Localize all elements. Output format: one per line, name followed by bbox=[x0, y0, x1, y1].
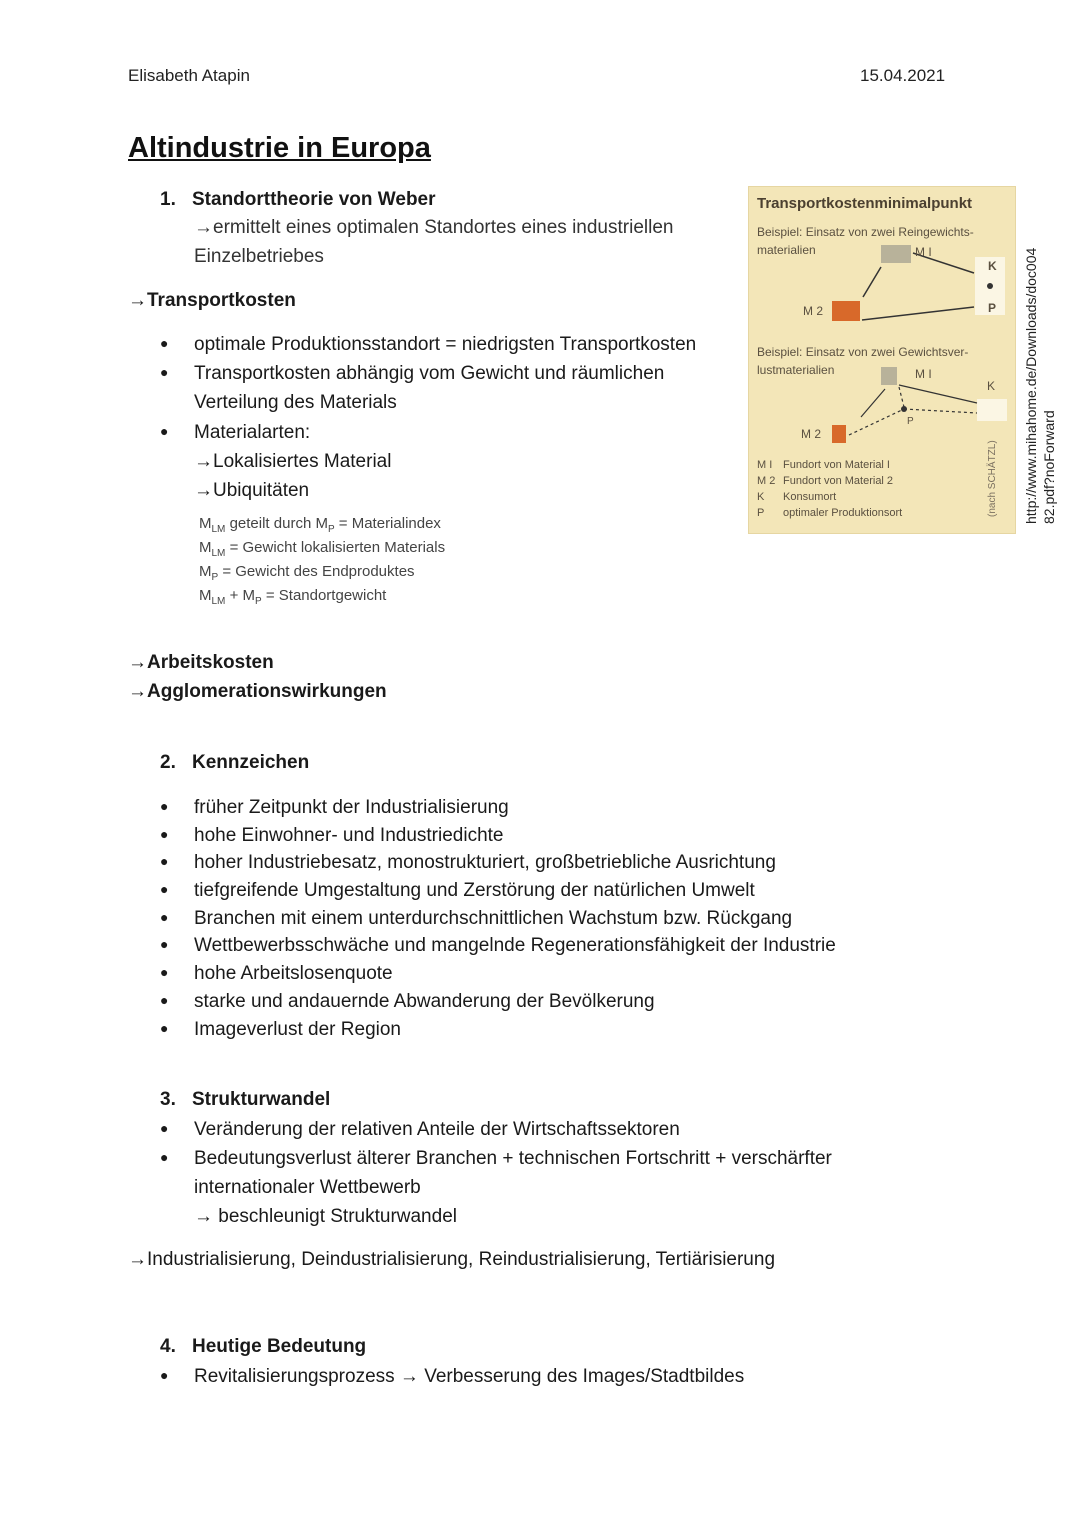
page-title: Altindustrie in Europa bbox=[128, 132, 431, 164]
label-m2: M 2 bbox=[801, 427, 822, 441]
formula-line: $M_{LM}$ = Gewicht lokalisierten Materials bbox=[199, 539, 446, 559]
legend-item: M I Fundort von Material I bbox=[757, 459, 890, 471]
list-item-text: Imageverlust der Region bbox=[194, 1019, 401, 1040]
bullet-icon: ● bbox=[160, 798, 169, 814]
m1-square bbox=[881, 367, 897, 385]
section-2-heading bbox=[160, 752, 309, 774]
source-url-line: http://www.mihahome.de/Downloads/doc004 bbox=[1023, 247, 1039, 524]
source-url-line: 82.pdf?noForward bbox=[1041, 410, 1057, 524]
bullet-icon: ● bbox=[160, 1367, 169, 1383]
list-item bbox=[160, 334, 696, 356]
list-item-text: starke und andauernde Abwanderung der Bevölkerung bbox=[194, 991, 655, 1012]
material-type: →Ubiquitäten bbox=[194, 480, 310, 501]
m2-square bbox=[832, 425, 846, 443]
m1-square bbox=[881, 245, 911, 263]
bullet-icon: ● bbox=[160, 992, 169, 1008]
section-1-desc-line: Einzelbetriebes bbox=[194, 246, 324, 267]
section-3-heading bbox=[160, 1089, 330, 1111]
bullet-icon: ● bbox=[160, 423, 169, 439]
route-line bbox=[904, 409, 977, 413]
list-item-text: Revitalisierungsprozess → Verbesserung des Images/Stadtbildes bbox=[194, 1366, 745, 1387]
list-item-text: hohe Arbeitslosenquote bbox=[194, 963, 393, 984]
figure-example-1: materialien bbox=[757, 243, 816, 257]
list-item bbox=[160, 963, 393, 985]
section-title: Strukturwandel bbox=[192, 1089, 331, 1110]
route-line bbox=[899, 387, 904, 407]
list-item-text: tiefgreifende Umgestaltung und Zerstörung der natürlichen Umwelt bbox=[194, 880, 755, 901]
list-item bbox=[160, 991, 655, 1013]
list-item bbox=[160, 908, 792, 930]
formula-line: $M_P$ = Gewicht des Endproduktes bbox=[199, 563, 415, 583]
legend-item: P optimaler Produktionsort bbox=[757, 507, 903, 519]
section-title: Standorttheorie von Weber bbox=[192, 189, 436, 210]
legend-item: K Konsumort bbox=[757, 491, 837, 503]
route-line bbox=[861, 389, 885, 417]
figure-example-1: Beispiel: Einsatz von zwei Reingewichts- bbox=[757, 225, 974, 239]
transport-cost-figure bbox=[748, 186, 1016, 534]
label-k: K bbox=[987, 379, 996, 393]
section-1-heading bbox=[160, 189, 436, 211]
section-4-heading bbox=[160, 1336, 366, 1358]
bullet-icon: ● bbox=[160, 364, 169, 380]
bullet-icon: ● bbox=[160, 335, 169, 351]
bullet-icon: ● bbox=[160, 1020, 169, 1036]
list-item bbox=[160, 1119, 680, 1141]
bullet-icon: ● bbox=[160, 1149, 169, 1165]
list-item-continuation: internationaler Wettbewerb bbox=[194, 1177, 421, 1198]
list-item-text: Wettbewerbsschwäche und mangelnde Regenerationsfähigkeit der Industrie bbox=[194, 935, 836, 956]
list-item bbox=[160, 363, 664, 385]
label-k: K bbox=[988, 259, 997, 273]
label-m2: M 2 bbox=[803, 304, 824, 318]
list-item-text: Veränderung der relativen Anteile der Wirtschaftssektoren bbox=[194, 1119, 680, 1140]
author-name: Elisabeth Atapin bbox=[128, 66, 250, 85]
list-item-text: Bedeutungsverlust älterer Branchen + technischen Fortschritt + verschärfter bbox=[194, 1148, 832, 1169]
route-line bbox=[849, 409, 904, 435]
document-date: 15.04.2021 bbox=[860, 66, 946, 85]
transport-heading: →Transportkosten bbox=[128, 290, 296, 311]
bullet-icon: ● bbox=[160, 881, 169, 897]
label-p: P bbox=[988, 301, 997, 315]
bullet-icon: ● bbox=[160, 909, 169, 925]
list-item bbox=[160, 825, 503, 847]
formula-line: $M_{LM} + M_P$ = Standortgewicht bbox=[199, 587, 387, 607]
list-item bbox=[160, 935, 836, 957]
list-item-text: hoher Industriebesatz, monostrukturiert, großbetriebliche Ausrichtung bbox=[194, 852, 776, 873]
section-1-desc-line: →ermittelt eines optimalen Standortes eines industriellen bbox=[194, 217, 674, 238]
formula-line: $M_{LM}$ geteilt durch $M_P$ = Materialindex bbox=[199, 515, 441, 535]
list-item-text: Branchen mit einem unterdurchschnittlichen Wachstum bzw. Rückgang bbox=[194, 908, 793, 929]
structural-change-summary: →Industrialisierung, Deindustrialisierung, Reindustrialisierung, Tertiärisierung bbox=[128, 1249, 776, 1270]
section-title: Kennzeichen bbox=[192, 752, 310, 773]
list-item bbox=[160, 852, 776, 874]
list-item-continuation: Verteilung des Materials bbox=[194, 392, 397, 413]
section-number: 4. bbox=[160, 1336, 176, 1357]
section-number: 2. bbox=[160, 752, 176, 773]
figure-credit: (nach SCHÄTZL) bbox=[987, 440, 998, 517]
section-number: 1. bbox=[160, 189, 176, 210]
bullet-icon: ● bbox=[160, 826, 169, 842]
bullet-icon: ● bbox=[160, 853, 169, 869]
label-m1: M I bbox=[915, 367, 932, 381]
list-item-arrow: → beschleunigt Strukturwandel bbox=[194, 1206, 457, 1227]
list-item bbox=[160, 880, 755, 902]
cost-heading: →Arbeitskosten bbox=[128, 652, 274, 673]
production-point bbox=[987, 283, 993, 289]
bullet-icon: ● bbox=[160, 936, 169, 952]
route-line bbox=[862, 307, 974, 320]
route-line bbox=[899, 385, 977, 403]
list-item bbox=[160, 422, 310, 444]
m2-square bbox=[832, 301, 860, 321]
bullet-icon: ● bbox=[160, 964, 169, 980]
cost-heading: →Agglomerationswirkungen bbox=[128, 681, 387, 702]
bullet-icon: ● bbox=[160, 1120, 169, 1136]
label-p: P bbox=[907, 416, 914, 427]
figure-title: Transportkostenminimalpunkt bbox=[757, 195, 973, 212]
list-item bbox=[160, 1366, 744, 1388]
list-item-text: früher Zeitpunkt der Industrialisierung bbox=[194, 797, 509, 818]
list-item bbox=[160, 1148, 832, 1170]
section-number: 3. bbox=[160, 1089, 176, 1110]
legend-item: M 2 Fundort von Material 2 bbox=[757, 475, 894, 487]
source-url bbox=[1022, 248, 1058, 524]
list-item-text: optimale Produktionsstandort = niedrigsten Transportkosten bbox=[194, 334, 697, 355]
figure-legend bbox=[757, 457, 902, 521]
list-item bbox=[160, 1019, 401, 1041]
list-item-text: Materialarten: bbox=[194, 422, 311, 443]
label-m1: M I bbox=[915, 245, 932, 259]
material-type: →Lokalisiertes Material bbox=[194, 451, 392, 472]
production-point bbox=[901, 406, 907, 412]
list-item bbox=[160, 797, 509, 819]
list-item-text: Transportkosten abhängig vom Gewicht und räumlichen bbox=[194, 363, 665, 384]
figure-example-2: lustmaterialien bbox=[757, 363, 835, 377]
figure-example-2: Beispiel: Einsatz von zwei Gewichtsver- bbox=[757, 345, 969, 359]
route-line bbox=[863, 267, 881, 297]
section-title: Heutige Bedeutung bbox=[192, 1336, 367, 1357]
list-item-text: hohe Einwohner- und Industriedichte bbox=[194, 825, 504, 846]
consumption-place bbox=[977, 399, 1007, 421]
